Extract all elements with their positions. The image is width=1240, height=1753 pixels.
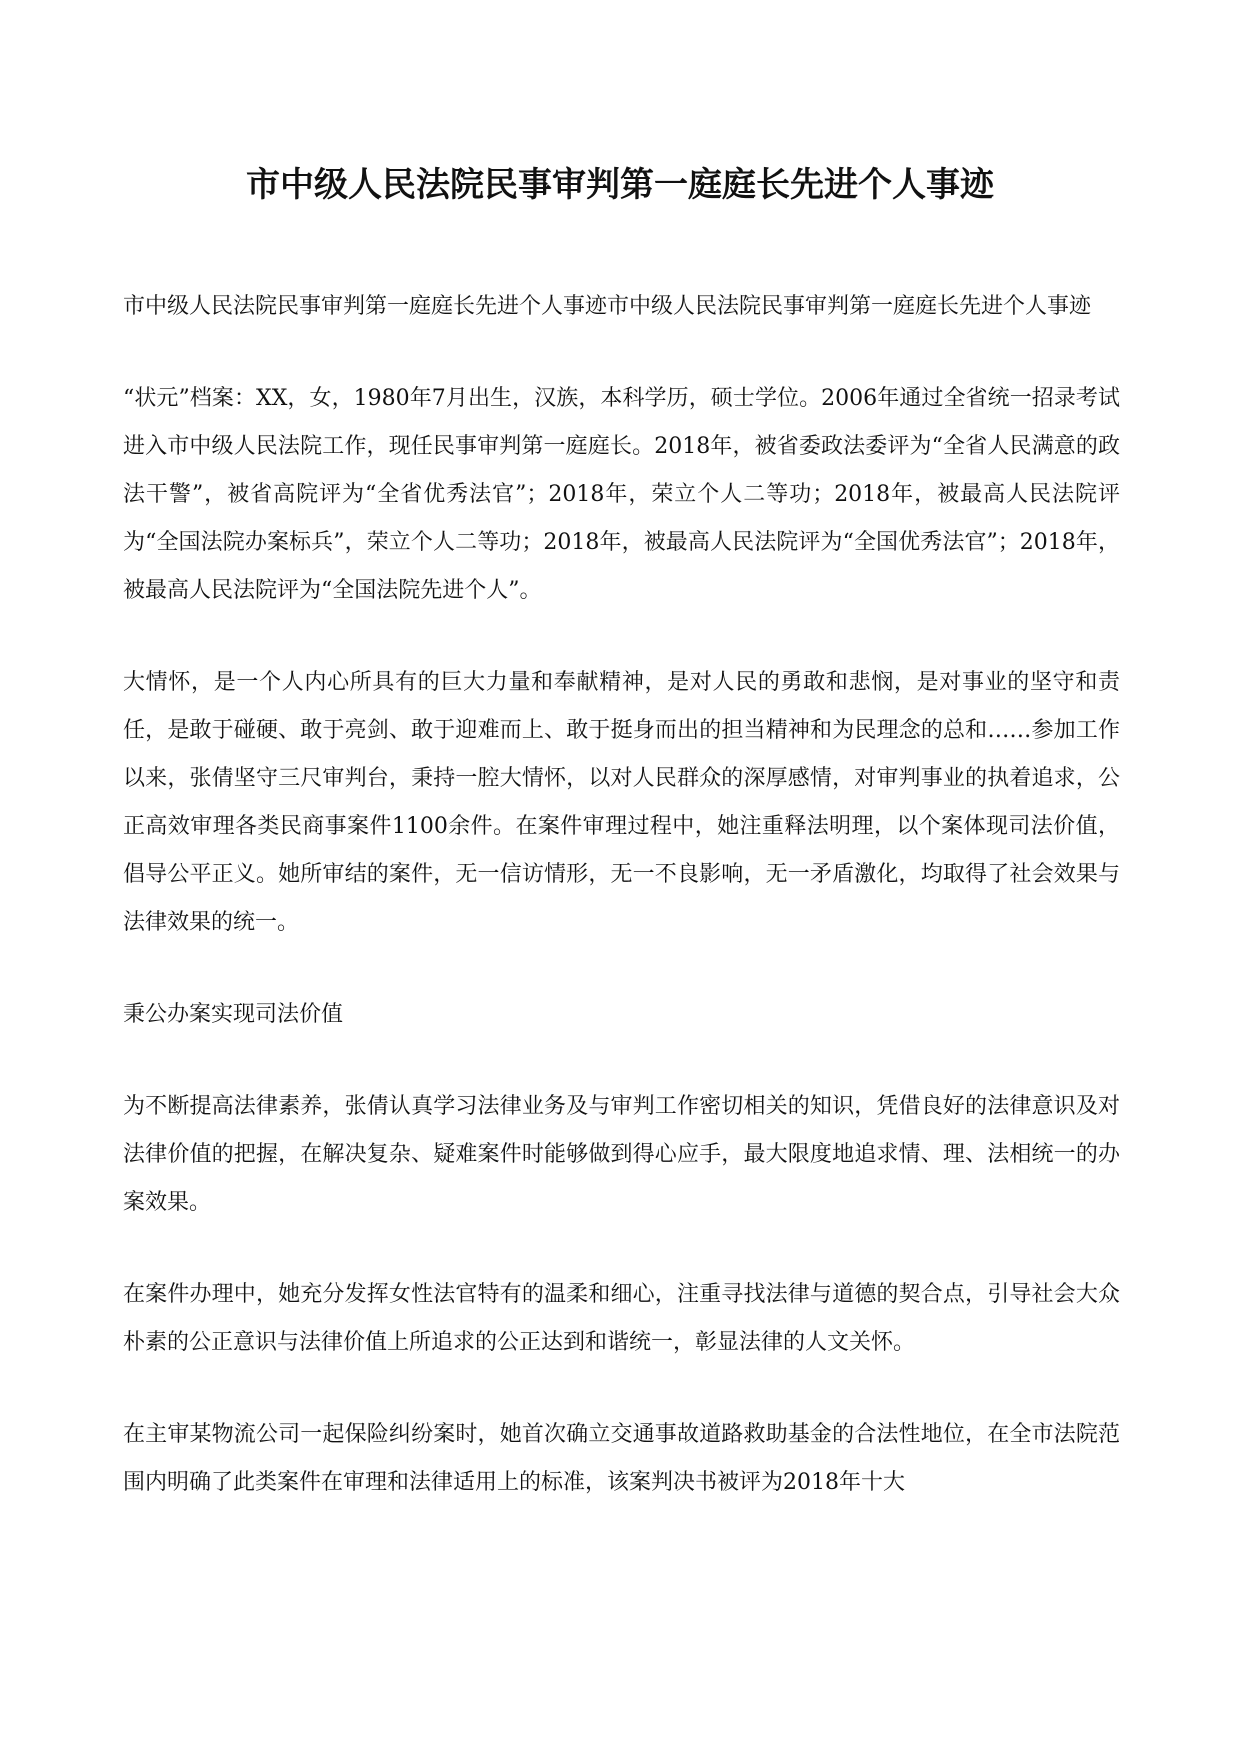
intro-paragraph: 市中级人民法院民事审判第一庭庭长先进个人事迹市中级人民法院民事审判第一庭庭长先进个人事迹	[123, 294, 1092, 319]
sentiment-paragraph: 大情怀，是一个人内心所具有的巨大力量和奉献精神，是对人民的勇敢和悲悯，是对事业的坚守和责任，是敢于碰硬、敢于亮剑、敢于迎难而上、敢于挺身而出的担当精神和为民理念的总和……参加工作以来，张倩坚守三尺审判台，秉持一腔大情怀，以对人民群众的深厚感情，对审判事业的执着追求，公正高效审理各类民商事案件1100余件。在案件审理过程中，她注重释法明理，以个案体现司法价值，倡导公平正义。她所审结的案件，无一信访情形，无一不良影响，无一矛盾激化，均取得了社会效果与法律效果的统一。	[123, 670, 1120, 935]
study-paragraph: 为不断提高法律素养，张倩认真学习法律业务及与审判工作密切相关的知识，凭借良好的法律意识及对法律价值的把握，在解决复杂、疑难案件时能够做到得心应手，最大限度地追求情、理、法相统一的办案效果。	[123, 1094, 1120, 1215]
profile-paragraph: “状元”档案：XX，女，1980年7月出生，汉族，本科学历，硕士学位。2006年通过全省统一招录考试进入市中级人民法院工作，现任民事审判第一庭庭长。2018年，被省委政法委评为“全省人民满意的政法干警”，被省高院评为“全省优秀法官”；2018年，荣立个人二等功；2018年，被最高人民法院评为“全国法院办案标兵”，荣立个人二等功；2018年，被最高人民法院评为“全国优秀法官”；2018年，被最高人民法院评为“全国法院先进个人”。	[123, 386, 1120, 603]
section-heading: 秉公办案实现司法价值	[123, 1002, 344, 1027]
insurance-case-paragraph: 在主审某物流公司一起保险纠纷案时，她首次确立交通事故道路救助基金的合法性地位，在全市法院范围内明确了此类案件在审理和法律适用上的标准，该案判决书被评为2018年十大	[123, 1422, 1120, 1495]
document-title: 市中级人民法院民事审判第一庭庭长先进个人事迹	[246, 165, 994, 205]
document-body	[123, 283, 1120, 1551]
case-handling-paragraph: 在案件办理中，她充分发挥女性法官特有的温柔和细心，注重寻找法律与道德的契合点，引导社会大众朴素的公正意识与法律价值上所追求的公正达到和谐统一，彰显法律的人文关怀。	[123, 1282, 1120, 1355]
